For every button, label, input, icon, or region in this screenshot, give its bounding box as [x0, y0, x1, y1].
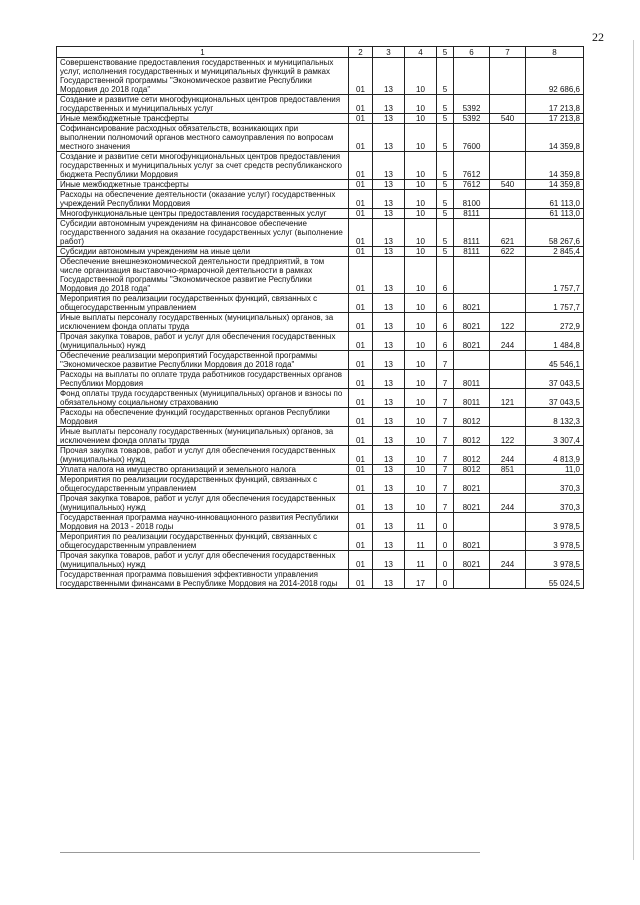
table-row	[57, 332, 584, 351]
table-row	[57, 313, 584, 332]
row-subsection: 13	[373, 294, 405, 313]
row-program: 10	[405, 332, 437, 351]
row-target-article	[454, 513, 490, 532]
row-name: Совершенствование предоставления государственных и муниципальных услуг, исполнения государственных и муниципальных функций в рамках Государственной программы "Экономическое развитие Республики Мордовия до 2018 года"	[57, 58, 349, 95]
row-name: Иные выплаты персоналу государственных (муниципальных) органов, за исключением фонда оплаты труда	[57, 427, 349, 446]
row-amount: 45 546,1	[526, 351, 584, 370]
row-amount: 92 686,6	[526, 58, 584, 95]
row-target-article: 7600	[454, 124, 490, 152]
row-section: 01	[349, 446, 373, 465]
row-target-article: 8012	[454, 465, 490, 475]
row-expense-type	[490, 475, 526, 494]
row-target-article	[454, 257, 490, 294]
table-row	[57, 389, 584, 408]
row-subsection: 13	[373, 332, 405, 351]
row-name: Государственная программа повышения эффективности управления государственными финансами в Республике Мордовия на 2014-2018 годы	[57, 570, 349, 589]
table-row	[57, 95, 584, 114]
row-program: 17	[405, 570, 437, 589]
table-header	[57, 47, 584, 58]
row-subsection: 13	[373, 494, 405, 513]
row-subsection: 13	[373, 95, 405, 114]
table-row	[57, 152, 584, 180]
table-body	[57, 58, 584, 589]
row-section: 01	[349, 332, 373, 351]
row-expense-type: 244	[490, 494, 526, 513]
table-row	[57, 427, 584, 446]
header-cell: 3	[373, 47, 405, 58]
row-subprogram: 6	[437, 313, 454, 332]
row-expense-type: 540	[490, 114, 526, 124]
row-expense-type: 851	[490, 465, 526, 475]
row-name: Субсидии автономным учреждениям на финансовое обеспечение государственного задания на оказание государственных услуг (выполнение работ)	[57, 219, 349, 247]
header-cell: 7	[490, 47, 526, 58]
row-subprogram: 7	[437, 389, 454, 408]
table-row	[57, 513, 584, 532]
row-program: 10	[405, 389, 437, 408]
row-program: 10	[405, 313, 437, 332]
row-name: Прочая закупка товаров, работ и услуг для обеспечения государственных (муниципальных) нужд	[57, 446, 349, 465]
row-section: 01	[349, 294, 373, 313]
row-section: 01	[349, 551, 373, 570]
row-name: Государственная программа научно-инновационного развития Республики Мордовия на 2013 - 2018 годы	[57, 513, 349, 532]
table-row	[57, 209, 584, 219]
row-expense-type: 622	[490, 247, 526, 257]
row-expense-type: 121	[490, 389, 526, 408]
row-section: 01	[349, 427, 373, 446]
row-program: 11	[405, 513, 437, 532]
row-name: Иные межбюджетные трансферты	[57, 180, 349, 190]
row-subprogram: 5	[437, 114, 454, 124]
row-expense-type	[490, 370, 526, 389]
row-subsection: 13	[373, 475, 405, 494]
row-amount: 3 978,5	[526, 532, 584, 551]
row-subprogram: 0	[437, 532, 454, 551]
table-row	[57, 114, 584, 124]
row-subprogram: 7	[437, 427, 454, 446]
row-target-article	[454, 58, 490, 95]
row-expense-type	[490, 124, 526, 152]
row-target-article: 7612	[454, 180, 490, 190]
header-cell: 2	[349, 47, 373, 58]
row-subsection: 13	[373, 58, 405, 95]
row-expense-type	[490, 190, 526, 209]
header-cell: 1	[57, 47, 349, 58]
row-name: Обеспечение реализации мероприятий Государственной программы "Экономическое развитие Республики Мордовия до 2018 года"	[57, 351, 349, 370]
row-subsection: 13	[373, 551, 405, 570]
row-program: 10	[405, 494, 437, 513]
table-row	[57, 532, 584, 551]
table-row	[57, 247, 584, 257]
row-program: 10	[405, 152, 437, 180]
table-row	[57, 351, 584, 370]
table-row	[57, 180, 584, 190]
row-target-article: 8021	[454, 551, 490, 570]
row-target-article: 7612	[454, 152, 490, 180]
row-program: 10	[405, 351, 437, 370]
row-section: 01	[349, 247, 373, 257]
row-amount: 3 978,5	[526, 513, 584, 532]
row-target-article	[454, 570, 490, 589]
row-section: 01	[349, 532, 373, 551]
header-cell: 5	[437, 47, 454, 58]
row-target-article: 8021	[454, 532, 490, 551]
row-name: Софинансирование расходных обязательств, возникающих при выполнении полномочий органов местного самоуправления по вопросам местного значения	[57, 124, 349, 152]
row-program: 10	[405, 475, 437, 494]
row-name: Многофункциональные центры предоставления государственных услуг	[57, 209, 349, 219]
table-row	[57, 465, 584, 475]
row-section: 01	[349, 58, 373, 95]
row-name: Прочая закупка товаров, работ и услуг для обеспечения государственных (муниципальных) нужд	[57, 494, 349, 513]
row-target-article: 8012	[454, 408, 490, 427]
row-subsection: 13	[373, 152, 405, 180]
row-name: Создание и развитие сети многофункциональных центров предоставления государственных и муниципальных услуг	[57, 95, 349, 114]
table-row	[57, 294, 584, 313]
row-subprogram: 5	[437, 152, 454, 180]
row-target-article: 8100	[454, 190, 490, 209]
row-program: 10	[405, 58, 437, 95]
row-target-article: 8021	[454, 294, 490, 313]
row-program: 10	[405, 427, 437, 446]
row-subprogram: 7	[437, 370, 454, 389]
row-subsection: 13	[373, 124, 405, 152]
row-subprogram: 0	[437, 551, 454, 570]
row-amount: 17 213,8	[526, 114, 584, 124]
row-expense-type	[490, 532, 526, 551]
budget-table	[56, 46, 584, 589]
row-subsection: 13	[373, 408, 405, 427]
row-program: 10	[405, 446, 437, 465]
row-subprogram: 7	[437, 408, 454, 427]
row-subsection: 13	[373, 389, 405, 408]
row-program: 10	[405, 114, 437, 124]
row-program: 10	[405, 294, 437, 313]
row-amount: 14 359,8	[526, 152, 584, 180]
row-target-article: 8111	[454, 247, 490, 257]
row-program: 10	[405, 190, 437, 209]
row-subprogram: 7	[437, 494, 454, 513]
row-target-article	[454, 351, 490, 370]
row-program: 11	[405, 532, 437, 551]
row-amount: 370,3	[526, 475, 584, 494]
row-target-article: 5392	[454, 95, 490, 114]
row-expense-type	[490, 95, 526, 114]
row-subsection: 13	[373, 209, 405, 219]
row-section: 01	[349, 95, 373, 114]
page-number: 22	[592, 30, 604, 44]
row-program: 10	[405, 408, 437, 427]
table-row	[57, 370, 584, 389]
row-subprogram: 6	[437, 257, 454, 294]
row-name: Иные межбюджетные трансферты	[57, 114, 349, 124]
table-row	[57, 570, 584, 589]
row-program: 10	[405, 219, 437, 247]
row-amount: 4 813,9	[526, 446, 584, 465]
row-target-article: 8021	[454, 494, 490, 513]
row-amount: 1 484,8	[526, 332, 584, 351]
row-section: 01	[349, 570, 373, 589]
row-expense-type: 122	[490, 313, 526, 332]
row-target-article: 8021	[454, 332, 490, 351]
row-amount: 1 757,7	[526, 294, 584, 313]
row-expense-type	[490, 351, 526, 370]
row-section: 01	[349, 513, 373, 532]
table-row	[57, 124, 584, 152]
row-subprogram: 0	[437, 570, 454, 589]
row-section: 01	[349, 465, 373, 475]
row-subsection: 13	[373, 219, 405, 247]
row-subprogram: 5	[437, 219, 454, 247]
row-program: 10	[405, 247, 437, 257]
row-amount: 61 113,0	[526, 209, 584, 219]
row-subsection: 13	[373, 532, 405, 551]
row-name: Расходы на обеспечение деятельности (оказание услуг) государственных учреждений Республики Мордовия	[57, 190, 349, 209]
row-section: 01	[349, 114, 373, 124]
row-subsection: 13	[373, 370, 405, 389]
table-row	[57, 58, 584, 95]
table-row	[57, 190, 584, 209]
row-name: Иные выплаты персоналу государственных (муниципальных) органов, за исключением фонда оплаты труда	[57, 313, 349, 332]
row-program: 10	[405, 257, 437, 294]
row-subsection: 13	[373, 114, 405, 124]
row-expense-type	[490, 513, 526, 532]
row-target-article: 8021	[454, 313, 490, 332]
row-target-article: 8011	[454, 389, 490, 408]
row-subsection: 13	[373, 180, 405, 190]
row-subsection: 13	[373, 247, 405, 257]
row-expense-type	[490, 152, 526, 180]
row-section: 01	[349, 389, 373, 408]
row-subprogram: 5	[437, 58, 454, 95]
table-row	[57, 257, 584, 294]
row-name: Мероприятия по реализации государственных функций, связанных с общегосударственным управлением	[57, 294, 349, 313]
footer-rule	[60, 852, 480, 853]
row-amount: 8 132,3	[526, 408, 584, 427]
row-subsection: 13	[373, 351, 405, 370]
row-expense-type	[490, 570, 526, 589]
row-subsection: 13	[373, 513, 405, 532]
row-name: Создание и развитие сети многофункциональных центров предоставления государственных и муниципальных услуг за счет средств республиканского бюджета Республики Мордовия	[57, 152, 349, 180]
row-section: 01	[349, 408, 373, 427]
row-expense-type	[490, 257, 526, 294]
row-target-article: 8012	[454, 446, 490, 465]
row-target-article: 8111	[454, 219, 490, 247]
row-subprogram: 7	[437, 475, 454, 494]
scan-edge	[633, 40, 634, 860]
row-name: Уплата налога на имущество организаций и земельного налога	[57, 465, 349, 475]
row-section: 01	[349, 351, 373, 370]
row-subprogram: 5	[437, 95, 454, 114]
row-name: Расходы на обеспечение функций государственных органов Республики Мордовия	[57, 408, 349, 427]
row-name: Мероприятия по реализации государственных функций, связанных с общегосударственным управлением	[57, 475, 349, 494]
row-section: 01	[349, 313, 373, 332]
row-subprogram: 5	[437, 124, 454, 152]
row-section: 01	[349, 370, 373, 389]
row-subprogram: 0	[437, 513, 454, 532]
row-expense-type: 244	[490, 332, 526, 351]
row-program: 10	[405, 124, 437, 152]
row-amount: 14 359,8	[526, 180, 584, 190]
row-target-article: 8111	[454, 209, 490, 219]
row-program: 10	[405, 209, 437, 219]
row-subprogram: 6	[437, 332, 454, 351]
row-name: Мероприятия по реализации государственных функций, связанных с общегосударственным управлением	[57, 532, 349, 551]
row-expense-type: 540	[490, 180, 526, 190]
row-target-article: 8021	[454, 475, 490, 494]
row-subprogram: 5	[437, 247, 454, 257]
header-cell: 6	[454, 47, 490, 58]
row-amount: 3 978,5	[526, 551, 584, 570]
row-expense-type	[490, 58, 526, 95]
row-subprogram: 6	[437, 294, 454, 313]
row-section: 01	[349, 257, 373, 294]
row-name: Расходы на выплаты по оплате труда работников государственных органов Республики Мордовия	[57, 370, 349, 389]
row-subprogram: 7	[437, 446, 454, 465]
row-amount: 272,9	[526, 313, 584, 332]
row-section: 01	[349, 475, 373, 494]
row-subsection: 13	[373, 465, 405, 475]
row-name: Прочая закупка товаров, работ и услуг для обеспечения государственных (муниципальных) нужд	[57, 551, 349, 570]
table-row	[57, 475, 584, 494]
row-amount: 1 757,7	[526, 257, 584, 294]
header-cell: 4	[405, 47, 437, 58]
row-expense-type	[490, 408, 526, 427]
row-section: 01	[349, 494, 373, 513]
row-subprogram: 7	[437, 351, 454, 370]
row-section: 01	[349, 152, 373, 180]
row-subsection: 13	[373, 570, 405, 589]
row-amount: 17 213,8	[526, 95, 584, 114]
row-target-article: 8011	[454, 370, 490, 389]
row-subsection: 13	[373, 257, 405, 294]
row-program: 10	[405, 95, 437, 114]
row-amount: 3 307,4	[526, 427, 584, 446]
row-section: 01	[349, 124, 373, 152]
table-row	[57, 551, 584, 570]
row-program: 10	[405, 370, 437, 389]
row-program: 10	[405, 180, 437, 190]
row-expense-type	[490, 209, 526, 219]
table-row	[57, 494, 584, 513]
table-row	[57, 446, 584, 465]
row-subprogram: 7	[437, 465, 454, 475]
row-section: 01	[349, 190, 373, 209]
row-amount: 58 267,6	[526, 219, 584, 247]
row-expense-type: 244	[490, 446, 526, 465]
row-program: 11	[405, 551, 437, 570]
row-amount: 37 043,5	[526, 370, 584, 389]
row-amount: 14 359,8	[526, 124, 584, 152]
row-amount: 37 043,5	[526, 389, 584, 408]
table-row	[57, 219, 584, 247]
row-amount: 55 024,5	[526, 570, 584, 589]
row-expense-type	[490, 294, 526, 313]
row-target-article: 8012	[454, 427, 490, 446]
row-program: 10	[405, 465, 437, 475]
row-amount: 370,3	[526, 494, 584, 513]
row-section: 01	[349, 219, 373, 247]
table-row	[57, 408, 584, 427]
row-name: Обеспечение внешнеэкономической деятельности предприятий, в том числе организация выставочно-ярмарочной деятельности в рамках Государственной программы "Экономическое развитие Республики Мордовия до 2018 года"	[57, 257, 349, 294]
header-cell: 8	[526, 47, 584, 58]
row-name: Фонд оплаты труда государственных (муниципальных) органов и взносы по обязательному социальному страхованию	[57, 389, 349, 408]
row-subsection: 13	[373, 190, 405, 209]
row-subsection: 13	[373, 427, 405, 446]
row-expense-type: 621	[490, 219, 526, 247]
row-subprogram: 5	[437, 209, 454, 219]
row-name: Субсидии автономным учреждениям на иные цели	[57, 247, 349, 257]
row-subsection: 13	[373, 313, 405, 332]
row-name: Прочая закупка товаров, работ и услуг для обеспечения государственных (муниципальных) нужд	[57, 332, 349, 351]
row-amount: 61 113,0	[526, 190, 584, 209]
row-amount: 2 845,4	[526, 247, 584, 257]
row-expense-type: 122	[490, 427, 526, 446]
row-subprogram: 5	[437, 190, 454, 209]
row-expense-type: 244	[490, 551, 526, 570]
row-subprogram: 5	[437, 180, 454, 190]
row-subsection: 13	[373, 446, 405, 465]
row-target-article: 5392	[454, 114, 490, 124]
row-section: 01	[349, 209, 373, 219]
row-section: 01	[349, 180, 373, 190]
row-amount: 11,0	[526, 465, 584, 475]
